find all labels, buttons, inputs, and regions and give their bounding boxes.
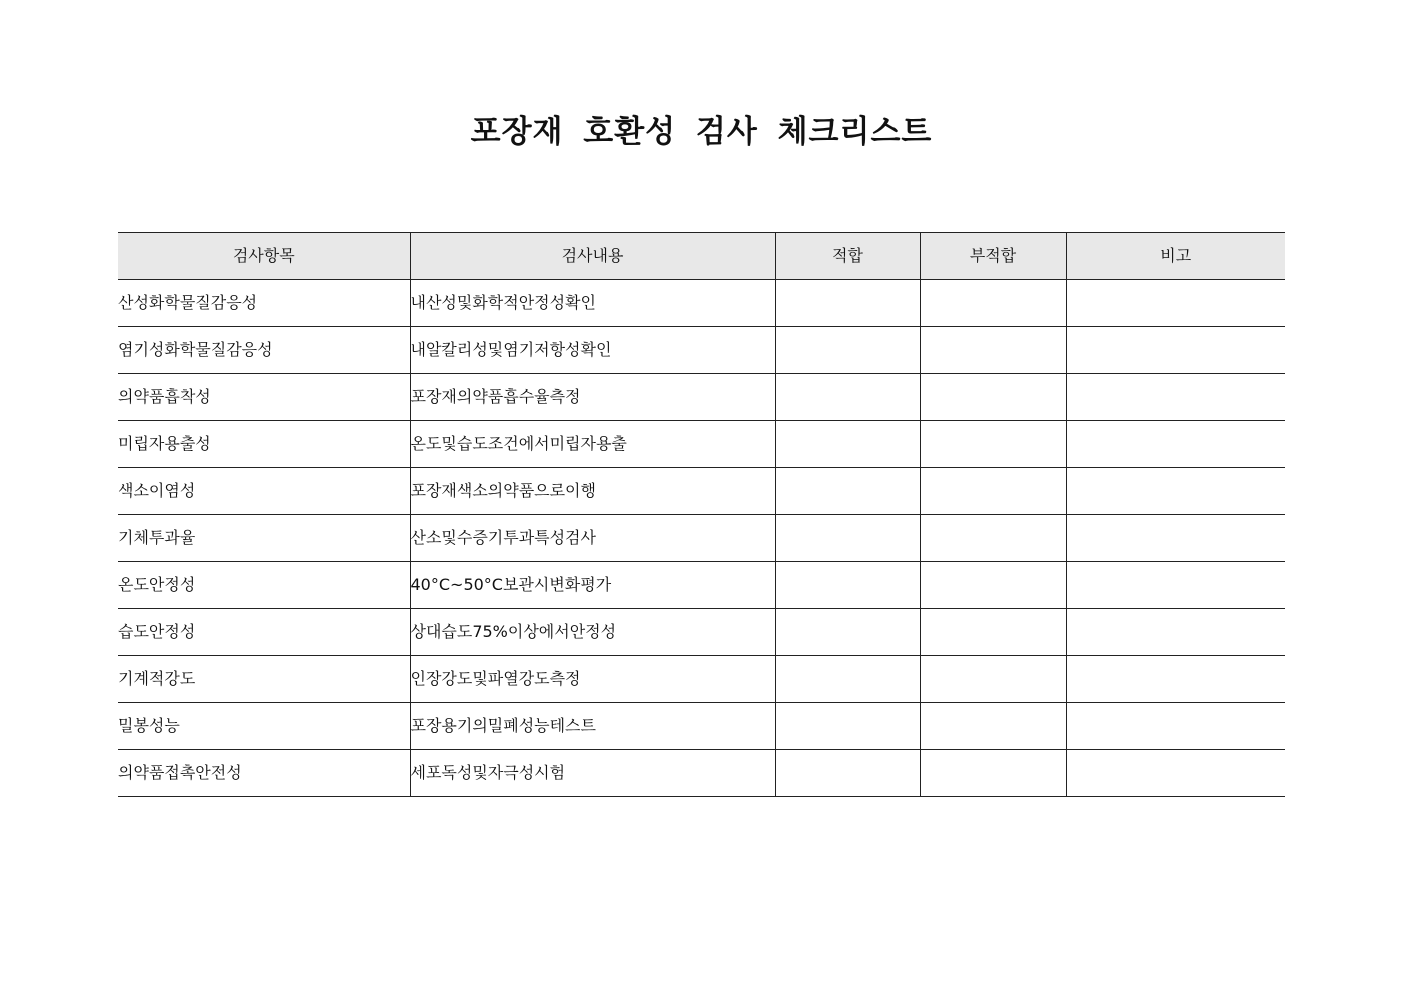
- inspection-item-cell: 기체투과율: [118, 515, 410, 562]
- table-row: [118, 280, 1285, 327]
- inspection-item-cell: 밀봉성능: [118, 703, 410, 750]
- pass-check-cell[interactable]: [775, 656, 920, 703]
- inspection-item-cell: 기계적강도: [118, 656, 410, 703]
- fail-check-cell[interactable]: [920, 280, 1066, 327]
- compatibility-checklist-table: [118, 232, 1285, 797]
- inspection-content-cell: 포장재의약품흡수율측정: [410, 374, 775, 421]
- remarks-cell[interactable]: [1066, 703, 1285, 750]
- pass-check-cell[interactable]: [775, 421, 920, 468]
- table-row: [118, 703, 1285, 750]
- fail-check-cell[interactable]: [920, 421, 1066, 468]
- fail-check-cell[interactable]: [920, 327, 1066, 374]
- table-row: [118, 562, 1285, 609]
- remarks-cell[interactable]: [1066, 750, 1285, 797]
- document-title: 포장재 호환성 검사 체크리스트: [470, 114, 933, 150]
- remarks-cell[interactable]: [1066, 609, 1285, 656]
- fail-check-cell[interactable]: [920, 374, 1066, 421]
- header-row: [118, 233, 1285, 280]
- table-row: [118, 468, 1285, 515]
- inspection-content-cell: 내산성및화학적안정성확인: [410, 280, 775, 327]
- inspection-content-cell: 내알칼리성및염기저항성확인: [410, 327, 775, 374]
- table-header: [118, 233, 1285, 280]
- pass-check-cell[interactable]: [775, 468, 920, 515]
- pass-check-cell[interactable]: [775, 703, 920, 750]
- inspection-item-cell: 온도안정성: [118, 562, 410, 609]
- fail-check-cell[interactable]: [920, 562, 1066, 609]
- remarks-cell[interactable]: [1066, 562, 1285, 609]
- inspection-item-cell: 습도안정성: [118, 609, 410, 656]
- inspection-item-cell: 염기성화학물질감응성: [118, 327, 410, 374]
- remarks-cell[interactable]: [1066, 515, 1285, 562]
- inspection-item-cell: 산성화학물질감응성: [118, 280, 410, 327]
- inspection-item-cell: 색소이염성: [118, 468, 410, 515]
- inspection-content-cell: 포장용기의밀폐성능테스트: [410, 703, 775, 750]
- inspection-item-cell: 의약품접촉안전성: [118, 750, 410, 797]
- pass-check-cell[interactable]: [775, 515, 920, 562]
- remarks-cell[interactable]: [1066, 421, 1285, 468]
- header-inspection-content: 검사내용: [410, 233, 775, 280]
- pass-check-cell[interactable]: [775, 327, 920, 374]
- inspection-content-cell: 세포독성및자극성시험: [410, 750, 775, 797]
- table-row: [118, 750, 1285, 797]
- table-row: [118, 374, 1285, 421]
- inspection-content-cell: 온도및습도조건에서미립자용출: [410, 421, 775, 468]
- inspection-content-cell: 40°C~50°C보관시변화평가: [410, 562, 775, 609]
- table-row: [118, 656, 1285, 703]
- remarks-cell[interactable]: [1066, 327, 1285, 374]
- header-pass: 적합: [775, 233, 920, 280]
- fail-check-cell[interactable]: [920, 609, 1066, 656]
- pass-check-cell[interactable]: [775, 609, 920, 656]
- pass-check-cell[interactable]: [775, 562, 920, 609]
- inspection-content-cell: 상대습도75%이상에서안정성: [410, 609, 775, 656]
- header-remarks: 비고: [1066, 233, 1285, 280]
- fail-check-cell[interactable]: [920, 468, 1066, 515]
- inspection-content-cell: 인장강도및파열강도측정: [410, 656, 775, 703]
- pass-check-cell[interactable]: [775, 280, 920, 327]
- table-row: [118, 515, 1285, 562]
- inspection-content-cell: 산소및수증기투과특성검사: [410, 515, 775, 562]
- fail-check-cell[interactable]: [920, 656, 1066, 703]
- header-fail: 부적합: [920, 233, 1066, 280]
- remarks-cell[interactable]: [1066, 374, 1285, 421]
- pass-check-cell[interactable]: [775, 750, 920, 797]
- inspection-content-cell: 포장재색소의약품으로이행: [410, 468, 775, 515]
- inspection-item-cell: 의약품흡착성: [118, 374, 410, 421]
- remarks-cell[interactable]: [1066, 656, 1285, 703]
- table-row: [118, 421, 1285, 468]
- table-row: [118, 327, 1285, 374]
- fail-check-cell[interactable]: [920, 750, 1066, 797]
- remarks-cell[interactable]: [1066, 468, 1285, 515]
- table-body: [118, 280, 1285, 797]
- remarks-cell[interactable]: [1066, 280, 1285, 327]
- fail-check-cell[interactable]: [920, 515, 1066, 562]
- header-inspection-item: 검사항목: [118, 233, 410, 280]
- table-row: [118, 609, 1285, 656]
- inspection-item-cell: 미립자용출성: [118, 421, 410, 468]
- fail-check-cell[interactable]: [920, 703, 1066, 750]
- pass-check-cell[interactable]: [775, 374, 920, 421]
